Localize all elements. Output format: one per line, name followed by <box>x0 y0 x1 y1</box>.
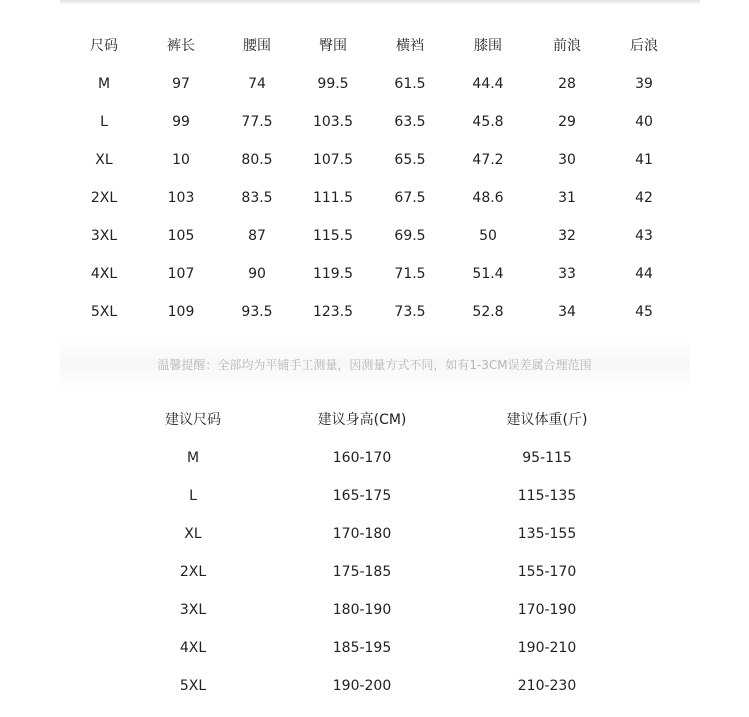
recommend-table-cell: 210-230 <box>517 678 577 694</box>
size-table-cell: 34 <box>558 304 576 320</box>
size-table-cell: 65.5 <box>394 152 426 168</box>
size-table-cell: 31 <box>558 190 576 206</box>
size-table-cell: 43 <box>635 228 653 244</box>
size-table-cell: 97 <box>172 76 190 92</box>
size-table-cell: 67.5 <box>394 190 426 206</box>
size-table-cell: M <box>97 76 111 92</box>
recommend-table-cell: 3XL <box>179 602 207 618</box>
size-table-cell: 41 <box>635 152 653 168</box>
size-table-cell: 39 <box>635 76 653 92</box>
size-table-cell: 3XL <box>90 228 118 244</box>
recommend-table-cell: 170-180 <box>332 526 392 542</box>
size-table-cell: 28 <box>558 76 576 92</box>
size-table-cell: 30 <box>558 152 576 168</box>
size-table-cell: 61.5 <box>394 76 426 92</box>
recommend-table-cell: 170-190 <box>517 602 577 618</box>
size-table-cell: 29 <box>558 114 576 130</box>
recommend-table-header-cell: 建议身高(CM) <box>317 412 407 428</box>
size-table-header-cell: 横裆 <box>396 38 424 54</box>
size-table-cell: 50 <box>479 228 497 244</box>
size-table-cell: 44.4 <box>472 76 504 92</box>
recommend-table-cell: 135-155 <box>517 526 577 542</box>
size-table-cell: 63.5 <box>394 114 426 130</box>
size-table-header-cell: 尺码 <box>90 38 118 54</box>
size-table-header-cell: 后浪 <box>630 38 658 54</box>
recommend-table-cell: 2XL <box>179 564 207 580</box>
size-table-cell: 123.5 <box>312 304 354 320</box>
size-table-cell: 45.8 <box>472 114 504 130</box>
size-table-cell: XL <box>95 152 113 168</box>
recommend-table-cell: 5XL <box>179 678 207 694</box>
size-table-cell: 5XL <box>90 304 118 320</box>
size-table-cell: 103.5 <box>312 114 354 130</box>
size-table-cell: 69.5 <box>394 228 426 244</box>
size-table-cell: 107 <box>167 266 195 282</box>
size-table-cell: 99 <box>172 114 190 130</box>
size-table-cell: 4XL <box>90 266 118 282</box>
size-table-cell: 10 <box>172 152 190 168</box>
size-table-cell: 2XL <box>90 190 118 206</box>
size-table-cell: 47.2 <box>472 152 504 168</box>
recommend-table-cell: L <box>189 488 197 504</box>
size-table-cell: 119.5 <box>312 266 354 282</box>
recommend-table-cell: M <box>186 450 200 466</box>
size-table-cell: 93.5 <box>241 304 273 320</box>
size-table-cell: 103 <box>167 190 195 206</box>
recommend-table-cell: 190-210 <box>517 640 577 656</box>
size-table-cell: 40 <box>635 114 653 130</box>
size-table-cell: 107.5 <box>312 152 354 168</box>
size-table-cell: 115.5 <box>312 228 354 244</box>
size-table-cell: 99.5 <box>317 76 349 92</box>
size-table-header-cell: 臀围 <box>319 38 347 54</box>
size-table-cell: 44 <box>635 266 653 282</box>
recommend-table-header-cell: 建议尺码 <box>165 412 221 428</box>
size-table-cell: 71.5 <box>394 266 426 282</box>
size-table-cell: 109 <box>167 304 195 320</box>
recommend-table-cell: 115-135 <box>517 488 577 504</box>
size-table-cell: 77.5 <box>241 114 273 130</box>
recommend-table-cell: 175-185 <box>332 564 392 580</box>
recommend-table-cell: 155-170 <box>517 564 577 580</box>
recommend-table-cell: 165-175 <box>332 488 392 504</box>
size-table-cell: 52.8 <box>472 304 504 320</box>
recommend-table-cell: 95-115 <box>522 450 572 466</box>
size-table-cell: L <box>100 114 108 130</box>
recommend-table-header-cell: 建议体重(斤) <box>506 412 588 428</box>
size-table-cell: 32 <box>558 228 576 244</box>
size-table-cell: 74 <box>248 76 266 92</box>
size-table-cell: 73.5 <box>394 304 426 320</box>
recommend-table-cell: 160-170 <box>332 450 392 466</box>
size-table-header-cell: 膝围 <box>474 38 502 54</box>
recommend-table-cell: 4XL <box>179 640 207 656</box>
top-edge-shadow <box>60 0 700 5</box>
size-table-cell: 87 <box>248 228 266 244</box>
measurement-note: 温馨提醒：全部均为平铺手工测量，因测量方式不同，如有1-3CM误差属合理范围 <box>157 358 592 372</box>
size-table-cell: 42 <box>635 190 653 206</box>
size-table-cell: 80.5 <box>241 152 273 168</box>
size-table-header-cell: 腰围 <box>243 38 271 54</box>
size-table-cell: 45 <box>635 304 653 320</box>
recommend-table-cell: 180-190 <box>332 602 392 618</box>
size-table-header-cell: 前浪 <box>553 38 581 54</box>
size-table-cell: 83.5 <box>241 190 273 206</box>
size-table-cell: 33 <box>558 266 576 282</box>
recommend-table-cell: 185-195 <box>332 640 392 656</box>
size-table-header-cell: 裤长 <box>167 38 195 54</box>
recommend-table-cell: XL <box>184 526 202 542</box>
size-table-cell: 90 <box>248 266 266 282</box>
size-table-cell: 48.6 <box>472 190 504 206</box>
recommend-table-cell: 190-200 <box>332 678 392 694</box>
size-table-cell: 51.4 <box>472 266 504 282</box>
size-table-cell: 105 <box>167 228 195 244</box>
size-table-cell: 111.5 <box>312 190 354 206</box>
